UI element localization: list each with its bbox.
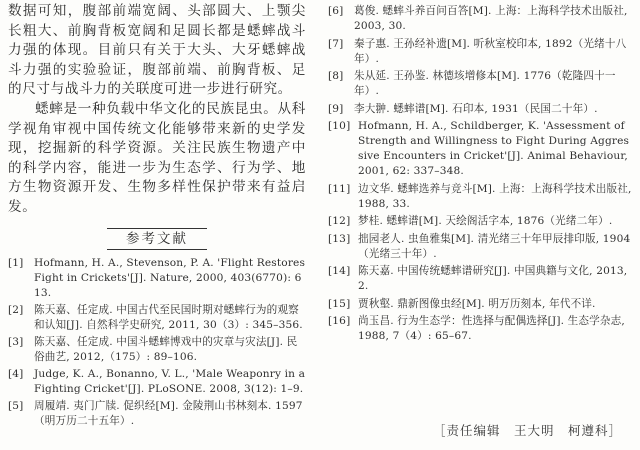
reference-text: 边文华. 蟋蟀选养与竞斗[M]. 上海：上海科学技术出版社, 1988, 33. xyxy=(358,182,632,210)
reference-text: 贾秋壑. 鼎新图像虫经[M]. 明万历刻本, 年代不详. xyxy=(358,297,596,310)
reference-item xyxy=(8,303,306,333)
reference-item xyxy=(328,37,634,67)
reference-text: 朱从延. 王孙鉴. 林德垓增修本[M]. 1776（乾隆四十一年）. xyxy=(354,70,616,97)
reference-number: [15] xyxy=(328,297,351,310)
reference-number: [16] xyxy=(328,315,351,327)
reference-number: [5] xyxy=(8,400,24,413)
reference-number: [4] xyxy=(8,368,24,381)
right-column xyxy=(328,0,634,347)
reference-text: Judge, K. A., Bonanno, V. L., 'Male Weaponry in a Fighting Cricket'[J]. PLoSONE. 2008, 3(12): 1–9. xyxy=(34,368,306,396)
reference-item xyxy=(8,256,306,301)
body-paragraph-2: 蟋蟀是一种负载中华文化的民族昆虫。从科学视角审视中国传统文化能够带来新的史学发现，挖掘新的科学资源。关注民族生物遗产中的科学内容，能进一步为生态学、行为学、地方生物资源开发、生物多样性保护带来有益启发。 xyxy=(8,100,306,215)
reference-text: 李大翀. 蟋蟀谱[M]. 石印本, 1931（民国二十年）. xyxy=(354,102,598,115)
reference-item xyxy=(328,119,634,179)
reference-text: 葛俊. 蟋蟀斗养百问百答[M]. 上海：上海科学技术出版社, 2003, 30. xyxy=(354,5,628,32)
reference-number: [2] xyxy=(8,303,24,316)
reference-text: 尚玉昌. 行为生态学：性选择与配偶选择[J]. 生态学杂志, 1988, 7（4）: 65–67. xyxy=(358,315,625,342)
reference-item xyxy=(328,297,634,312)
body-paragraph-1: 数据可知，腹部前端宽阔、头部圆大、上颚尖长粗大、前胸背板宽阔和足圆长都是蟋蟀战斗力强的体现。目前只有关于大头、大牙蟋蟀战斗力强的实验验证，腹部前端、前胸背板、足的尺寸与战斗力的关联度可进一步进行研究。 xyxy=(8,3,306,98)
reference-number: [3] xyxy=(8,335,24,348)
reference-item xyxy=(328,69,634,99)
reference-number: [14] xyxy=(328,265,351,277)
responsible-editor-note: ［责任编辑 王大明 柯遵科］ xyxy=(432,423,622,438)
reference-number: [9] xyxy=(328,102,344,115)
reference-text: 秦子惠. 王孙经补遗[M]. 听秋室校印本, 1892（光绪十八年）. xyxy=(354,37,627,65)
reference-number: [11] xyxy=(328,182,351,195)
reference-item xyxy=(328,314,634,344)
reference-number: [8] xyxy=(328,70,344,82)
reference-number: [6] xyxy=(328,5,344,17)
reference-number: [10] xyxy=(328,120,351,132)
reference-item xyxy=(8,367,306,397)
reference-number: [12] xyxy=(328,215,351,227)
reference-item xyxy=(328,264,634,294)
reference-text: 陈天嘉. 中国传统蟋蟀谱研究[J]. 中国典籍与文化, 2013, 2. xyxy=(358,265,628,292)
reference-text: 梦桂. 蟋蟀谱[M]. 天绘阁活字本, 1876（光绪二年）. xyxy=(358,215,613,227)
reference-text: Hofmann, H. A., Schildberger, K. 'Assessment of Strength and Willingness to Fight During Aggressive Encounters in Cricket'[J]. Animal Behaviour, 2001, 62: 337–348. xyxy=(358,120,630,177)
reference-item xyxy=(328,102,634,117)
reference-text: 陈天嘉、任定成. 中国古代至民国时期对蟋蟀行为的观察和认知[J]. 自然科学史研究, 2011, 30（3）: 345–356. xyxy=(34,303,303,331)
references-heading: 参考文献 xyxy=(107,228,207,250)
reference-text: 周履靖. 夷门广牍. 促织经[M]. 金陵荆山书林刻本. 1597（明万历二十五年）. xyxy=(34,400,303,428)
reference-number: [7] xyxy=(328,37,344,50)
reference-item xyxy=(8,335,306,365)
reference-item xyxy=(8,399,306,429)
reference-item xyxy=(328,214,634,229)
reference-number: [1] xyxy=(8,256,24,269)
reference-number: [13] xyxy=(328,232,351,245)
reference-item xyxy=(328,4,634,34)
left-column xyxy=(8,0,306,431)
reference-text: Hofmann, H. A., Stevenson, P. A. 'Flight Restores Fight in Crickets'[J]. Nature, 2000, 403(6770): 613. xyxy=(34,256,306,299)
reference-text: 拙园老人. 虫鱼雅集[M]. 清光绪三十年甲辰排印版, 1904（光绪三十年）. xyxy=(358,232,631,260)
reference-text: 陈天嘉、任定成. 中国斗蟋蟀博戏中的灾章与灾法[J]. 民俗曲艺, 2012,（175）: 89–106. xyxy=(34,335,298,363)
reference-item xyxy=(328,182,634,212)
reference-item xyxy=(328,232,634,262)
